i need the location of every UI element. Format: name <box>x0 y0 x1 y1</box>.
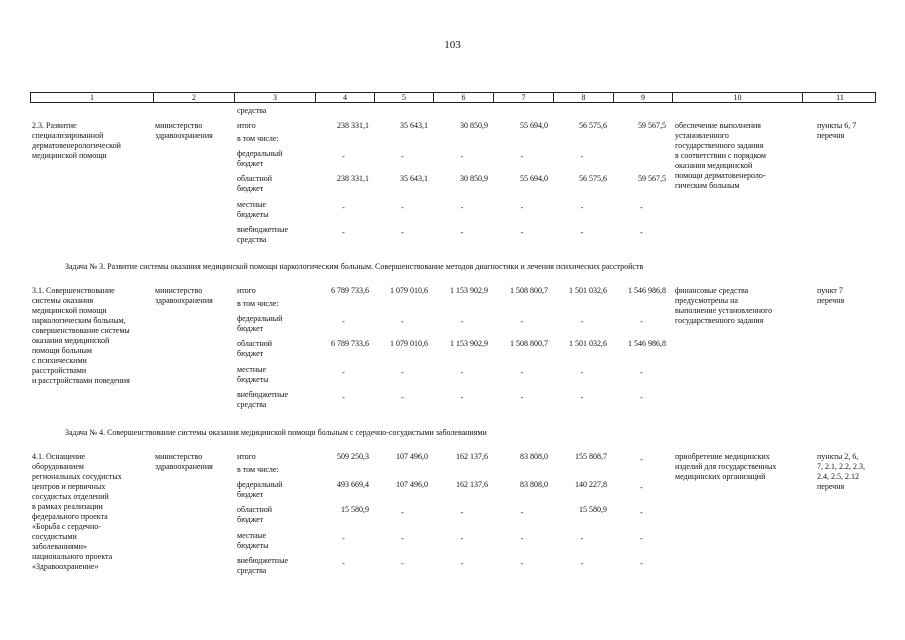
funding-value: - <box>460 393 464 402</box>
funding-source-line: в том числе: <box>237 134 279 143</box>
funding-value: 107 496,0 <box>396 480 428 489</box>
funding-value: - <box>342 368 345 377</box>
activity-title-line: помощи больным <box>32 346 92 355</box>
funding-value: - <box>520 228 524 237</box>
activity-title-line: оборудованием <box>32 462 84 471</box>
funding-source-line: местные <box>237 531 267 540</box>
funding-value: - <box>640 559 643 568</box>
column-header-10: 10 <box>672 93 802 102</box>
activity-title-line: региональных сосудистых <box>32 472 122 481</box>
funding-value: - <box>580 534 584 543</box>
funding-value: - <box>460 152 464 161</box>
activity-title-line: расстройствами <box>32 366 87 375</box>
funding-value: - <box>460 559 464 568</box>
activity-title-line: 3.1. Совершенствование <box>32 286 115 295</box>
funding-source-line: бюджеты <box>237 375 269 384</box>
reference-line: пункты 6, 7 <box>817 121 857 130</box>
funding-value: 6 789 733,6 <box>331 339 369 348</box>
activity-title-line: национального проекта <box>32 552 113 561</box>
activity-title-line: 4.1. Оснащение <box>32 452 85 461</box>
funding-value: - <box>342 203 345 212</box>
funding-source-line: итого <box>237 286 256 295</box>
funding-value: - <box>401 368 404 377</box>
funding-value: - <box>460 508 464 517</box>
funding-value: 1 508 800,7 <box>510 286 548 295</box>
funding-value: - <box>580 228 584 237</box>
funding-source-line: федеральный <box>237 480 283 489</box>
activity-title-line: сосудистыми <box>32 532 77 541</box>
funding-value: 238 331,1 <box>337 174 369 183</box>
expected-result-line: медицинских организаций <box>675 472 766 481</box>
reference-line: перечня <box>817 131 845 140</box>
funding-value: 56 575,6 <box>579 174 607 183</box>
funding-value: - <box>640 508 643 517</box>
funding-value: 1 153 902,9 <box>450 286 488 295</box>
column-header-8: 8 <box>553 93 613 102</box>
funding-value: - <box>580 203 584 212</box>
activity-title-line: медицинской помощи <box>32 151 107 160</box>
funding-value: - <box>640 483 643 492</box>
funding-value: 1 501 032,6 <box>569 286 607 295</box>
column-header-2: 2 <box>153 93 234 102</box>
reference-line: перечня <box>817 296 845 305</box>
activity-title-line: медицинской помощи <box>32 306 107 315</box>
funding-value: - <box>460 317 464 326</box>
funding-value: - <box>401 559 404 568</box>
activity-title-line: и расстройствами поведения <box>32 376 130 385</box>
activity-title-line: дерматовенерологической <box>32 141 121 150</box>
funding-value: 56 575,6 <box>579 121 607 130</box>
expected-result-line: предусмотрены на <box>675 296 738 305</box>
funding-value: 35 643,1 <box>400 121 428 130</box>
funding-value: - <box>401 317 404 326</box>
funding-value: 35 643,1 <box>400 174 428 183</box>
funding-value: - <box>342 393 345 402</box>
funding-value: - <box>640 368 643 377</box>
funding-value: 107 496,0 <box>396 452 428 461</box>
task-heading: Задача № 3. Развитие системы оказания медицинской помощи наркологическим больным. Совершенствование методов диагностики и лечения психических расстройств <box>65 262 644 271</box>
activity-title-line: специализированной <box>32 131 104 140</box>
funding-value: 15 580,9 <box>579 505 607 514</box>
funding-value: 509 250,3 <box>337 452 369 461</box>
funding-value: - <box>520 203 524 212</box>
funding-source-line: бюджет <box>237 490 264 499</box>
funding-value: 1 508 800,7 <box>510 339 548 348</box>
task-heading: Задача № 4. Совершенствование системы оказания медицинской помощи больным с сердечно-сосудистыми заболеваниями <box>65 428 487 437</box>
funding-value: - <box>342 559 345 568</box>
funding-value: 6 789 733,6 <box>331 286 369 295</box>
funding-value: - <box>460 203 464 212</box>
funding-value: 1 079 010,6 <box>390 339 428 348</box>
funding-source-line: внебюджетные <box>237 390 288 399</box>
expected-result-line: государственного задания <box>675 141 764 150</box>
activity-title-line: сосудистых отделений <box>32 492 109 501</box>
table-header-row <box>30 92 876 103</box>
funding-value: - <box>580 152 584 161</box>
column-header-7: 7 <box>493 93 553 102</box>
reference-line: пункты 2, 6, <box>817 452 859 461</box>
funding-value: 30 850,9 <box>460 121 488 130</box>
executor-line: здравоохранения <box>155 296 213 305</box>
funding-source-line: итого <box>237 452 256 461</box>
expected-result-line: гическим больным <box>675 181 740 190</box>
funding-source-line: федеральный <box>237 149 283 158</box>
funding-source-line: местные <box>237 365 267 374</box>
funding-source-line: итого <box>237 121 256 130</box>
funding-value: - <box>520 508 524 517</box>
column-header-1: 1 <box>90 93 94 102</box>
executor-line: министерство <box>155 452 203 461</box>
funding-source-line: бюджет <box>237 159 264 168</box>
column-header-6: 6 <box>433 93 493 102</box>
funding-value: - <box>342 152 345 161</box>
column-header-3: 3 <box>234 93 315 102</box>
expected-result-line: изделий для государственных <box>675 462 777 471</box>
executor-line: здравоохранения <box>155 131 213 140</box>
activity-title-line: центров и первичных <box>32 482 106 491</box>
funding-source-line: бюджеты <box>237 541 269 550</box>
executor-line: министерство <box>155 121 203 130</box>
funding-source-line: областной <box>237 339 273 348</box>
funding-value: - <box>520 559 524 568</box>
column-header-9: 9 <box>613 93 672 102</box>
funding-value: 1 546 986,8 <box>628 286 666 295</box>
funding-value: - <box>460 534 464 543</box>
funding-value: 55 694,0 <box>520 121 548 130</box>
executor-line: здравоохранения <box>155 462 213 471</box>
funding-value: - <box>580 559 584 568</box>
activity-title-line: совершенствование системы <box>32 326 130 335</box>
funding-source-line: бюджет <box>237 184 264 193</box>
funding-value: - <box>401 534 404 543</box>
activity-title-line: федерального проекта <box>32 512 108 521</box>
funding-source-line: бюджеты <box>237 210 269 219</box>
expected-result-line: выполнение установленного <box>675 306 773 315</box>
reference-line: перечня <box>817 482 845 491</box>
reference-line: пункт 7 <box>817 286 843 295</box>
expected-result-line: помощи дерматовенероло- <box>675 171 766 180</box>
funding-value: 1 546 986,8 <box>628 339 666 348</box>
funding-value: - <box>342 317 345 326</box>
funding-value: - <box>640 317 643 326</box>
funding-value: 162 137,6 <box>456 480 488 489</box>
expected-result-line: приобретение медицинских <box>675 452 770 461</box>
funding-source-line: бюджет <box>237 349 264 358</box>
column-header-5: 5 <box>374 93 433 102</box>
funding-value: - <box>342 534 345 543</box>
activity-title-line: наркологическим больным, <box>32 316 126 325</box>
expected-result-line: обеспечение выполнения <box>675 121 761 130</box>
column-header-11: 11 <box>802 93 877 102</box>
funding-value: - <box>520 368 524 377</box>
funding-value: - <box>640 534 643 543</box>
activity-title-line: заболеваниями» <box>32 542 88 551</box>
funding-source-line: в том числе: <box>237 465 279 474</box>
funding-source-line: средства <box>237 566 267 575</box>
expected-result-line: в соответствии с порядком <box>675 151 766 160</box>
activity-title-line: с психическими <box>32 356 87 365</box>
column-header-4: 4 <box>315 93 374 102</box>
funding-source-line: внебюджетные <box>237 556 288 565</box>
executor-line: министерство <box>155 286 203 295</box>
activity-title-line: 2.3. Развитие <box>32 121 77 130</box>
funding-source-line: областной <box>237 174 273 183</box>
funding-value: - <box>401 203 404 212</box>
funding-value: - <box>640 203 643 212</box>
funding-value: - <box>401 228 404 237</box>
activity-title-line: оказания медицинской <box>32 336 110 345</box>
funding-value: - <box>520 393 524 402</box>
reference-line: 7, 2.1, 2.2, 2.3, <box>817 462 865 471</box>
funding-value: 1 153 902,9 <box>450 339 488 348</box>
funding-value: - <box>580 317 584 326</box>
expected-result-line: финансовые средства <box>675 286 749 295</box>
funding-source-line: федеральный <box>237 314 283 323</box>
funding-value: - <box>401 508 404 517</box>
funding-source-line: средства <box>237 400 267 409</box>
funding-value: 493 669,4 <box>337 480 369 489</box>
funding-value: - <box>520 317 524 326</box>
funding-value: 83 808,0 <box>520 480 548 489</box>
funding-value: 15 580,9 <box>341 505 369 514</box>
activity-title-line: системы оказания <box>32 296 94 305</box>
expected-result-line: оказания медицинской <box>675 161 753 170</box>
funding-value: 155 808,7 <box>575 452 607 461</box>
funding-value: 1 501 032,6 <box>569 339 607 348</box>
carryover-text: средства <box>237 106 267 115</box>
funding-source-line: в том числе: <box>237 299 279 308</box>
funding-value: - <box>640 393 643 402</box>
funding-value: 83 808,0 <box>520 452 548 461</box>
funding-source-line: бюджет <box>237 324 264 333</box>
funding-source-line: средства <box>237 235 267 244</box>
funding-value: 140 227,8 <box>575 480 607 489</box>
expected-result-line: государственного задания <box>675 316 764 325</box>
activity-title-line: «Здравоохранение» <box>32 562 99 571</box>
funding-value: 59 567,5 <box>638 174 666 183</box>
funding-value: 162 137,6 <box>456 452 488 461</box>
funding-value: 1 079 010,6 <box>390 286 428 295</box>
funding-value: - <box>580 368 584 377</box>
activity-title-line: «Борьба с сердечно- <box>32 522 101 531</box>
funding-value: - <box>640 228 643 237</box>
reference-line: 2.4, 2.5, 2.12 <box>817 472 859 481</box>
funding-value: 55 694,0 <box>520 174 548 183</box>
funding-value: - <box>520 534 524 543</box>
funding-value: - <box>520 152 524 161</box>
funding-source-line: бюджет <box>237 515 264 524</box>
funding-value: 30 850,9 <box>460 174 488 183</box>
funding-source-line: внебюджетные <box>237 225 288 234</box>
funding-value: - <box>401 393 404 402</box>
funding-source-line: областной <box>237 505 273 514</box>
funding-value: - <box>580 393 584 402</box>
activity-title-line: в рамках реализации <box>32 502 103 511</box>
funding-value: - <box>460 368 464 377</box>
funding-value: - <box>460 228 464 237</box>
page-number: 103 <box>444 39 461 51</box>
funding-value: 238 331,1 <box>337 121 369 130</box>
funding-value: 59 567,5 <box>638 121 666 130</box>
expected-result-line: установленного <box>675 131 729 140</box>
funding-source-line: местные <box>237 200 267 209</box>
funding-value: - <box>640 455 643 464</box>
funding-value: - <box>401 152 404 161</box>
funding-value: - <box>342 228 345 237</box>
